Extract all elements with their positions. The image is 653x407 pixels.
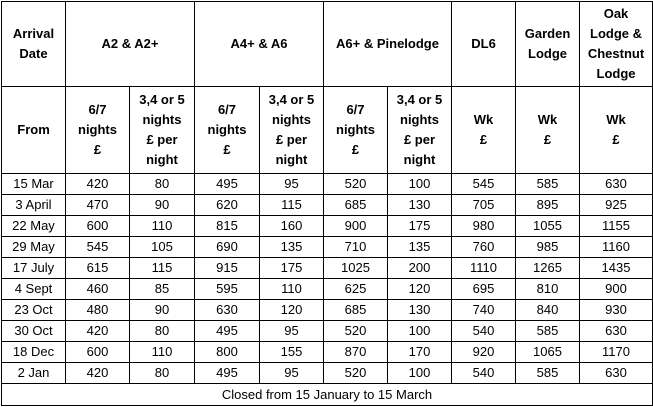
- cell-date: 29 May: [2, 237, 66, 258]
- cell-a6-short: 100: [388, 174, 452, 195]
- cell-dl6: 705: [452, 195, 516, 216]
- cell-date: 30 Oct: [2, 321, 66, 342]
- cell-garden: 840: [516, 300, 580, 321]
- closed-notice: Closed from 15 January to 15 March: [2, 384, 653, 406]
- cell-a2-week: 545: [66, 237, 130, 258]
- cell-a6-short: 200: [388, 258, 452, 279]
- cell-a4-week: 495: [195, 363, 260, 384]
- cell-a2-short: 80: [130, 174, 195, 195]
- cell-date: 15 Mar: [2, 174, 66, 195]
- header-garden-lodge: Garden Lodge: [516, 2, 580, 87]
- header-a4-week: 6/7 nights £: [195, 87, 260, 174]
- cell-a2-short: 80: [130, 321, 195, 342]
- cell-a6-week: 685: [324, 195, 388, 216]
- cell-a6-week: 520: [324, 174, 388, 195]
- cell-garden: 895: [516, 195, 580, 216]
- cell-a4-short: 160: [260, 216, 324, 237]
- cell-oak: 1435: [580, 258, 653, 279]
- table-row: [2, 342, 653, 363]
- cell-a2-short: 80: [130, 363, 195, 384]
- cell-a4-short: 110: [260, 279, 324, 300]
- header-from: From: [2, 87, 66, 174]
- header-a4: A4+ & A6: [195, 2, 324, 87]
- header-a2-short: 3,4 or 5 nights £ per night: [130, 87, 195, 174]
- cell-garden: 1265: [516, 258, 580, 279]
- table-row: [2, 258, 653, 279]
- cell-a4-short: 115: [260, 195, 324, 216]
- header-dl6: DL6: [452, 2, 516, 87]
- cell-a6-week: 870: [324, 342, 388, 363]
- cell-a2-week: 460: [66, 279, 130, 300]
- cell-a2-short: 110: [130, 216, 195, 237]
- header-a6-pinelodge: A6+ & Pinelodge: [324, 2, 452, 87]
- cell-a6-week: 1025: [324, 258, 388, 279]
- cell-dl6: 1110: [452, 258, 516, 279]
- table-row: [2, 321, 653, 342]
- cell-a4-short: 155: [260, 342, 324, 363]
- cell-oak: 1160: [580, 237, 653, 258]
- price-table: [1, 1, 653, 406]
- table-row: [2, 237, 653, 258]
- cell-a2-short: 90: [130, 300, 195, 321]
- header-oak-chestnut-lodge: Oak Lodge & Chestnut Lodge: [580, 2, 653, 87]
- cell-a4-short: 120: [260, 300, 324, 321]
- cell-a2-week: 600: [66, 342, 130, 363]
- cell-date: 17 July: [2, 258, 66, 279]
- cell-a6-short: 130: [388, 195, 452, 216]
- header-a2: A2 & A2+: [66, 2, 195, 87]
- cell-a2-short: 115: [130, 258, 195, 279]
- cell-a4-short: 95: [260, 363, 324, 384]
- cell-garden: 585: [516, 363, 580, 384]
- cell-dl6: 540: [452, 363, 516, 384]
- table-row: [2, 279, 653, 300]
- cell-dl6: 540: [452, 321, 516, 342]
- cell-dl6: 980: [452, 216, 516, 237]
- cell-dl6: 545: [452, 174, 516, 195]
- cell-a2-week: 420: [66, 363, 130, 384]
- cell-oak: 925: [580, 195, 653, 216]
- header-a6-short: 3,4 or 5 nights £ per night: [388, 87, 452, 174]
- cell-a2-short: 110: [130, 342, 195, 363]
- cell-dl6: 740: [452, 300, 516, 321]
- header-a6-week: 6/7 nights £: [324, 87, 388, 174]
- cell-a4-short: 135: [260, 237, 324, 258]
- cell-oak: 1170: [580, 342, 653, 363]
- cell-a4-week: 620: [195, 195, 260, 216]
- cell-a4-week: 495: [195, 321, 260, 342]
- cell-date: 18 Dec: [2, 342, 66, 363]
- cell-a6-week: 625: [324, 279, 388, 300]
- cell-a2-short: 90: [130, 195, 195, 216]
- cell-a4-short: 95: [260, 174, 324, 195]
- cell-a2-week: 420: [66, 174, 130, 195]
- cell-oak: 630: [580, 321, 653, 342]
- cell-garden: 585: [516, 321, 580, 342]
- table-row: [2, 174, 653, 195]
- price-table-body: [2, 2, 653, 406]
- cell-date: 3 April: [2, 195, 66, 216]
- table-row: [2, 300, 653, 321]
- cell-a4-week: 495: [195, 174, 260, 195]
- cell-garden: 585: [516, 174, 580, 195]
- cell-date: 22 May: [2, 216, 66, 237]
- cell-a6-week: 710: [324, 237, 388, 258]
- cell-a6-short: 135: [388, 237, 452, 258]
- cell-date: 2 Jan: [2, 363, 66, 384]
- footer-row: [2, 384, 653, 406]
- cell-a2-week: 480: [66, 300, 130, 321]
- cell-a4-week: 815: [195, 216, 260, 237]
- cell-a4-week: 690: [195, 237, 260, 258]
- header-garden-week: Wk £: [516, 87, 580, 174]
- cell-a6-short: 170: [388, 342, 452, 363]
- header-row-sub: [2, 87, 653, 174]
- header-a4-short: 3,4 or 5 nights £ per night: [260, 87, 324, 174]
- cell-a4-week: 595: [195, 279, 260, 300]
- cell-oak: 900: [580, 279, 653, 300]
- cell-a4-short: 95: [260, 321, 324, 342]
- cell-oak: 630: [580, 174, 653, 195]
- header-row-top: [2, 2, 653, 87]
- table-row: [2, 216, 653, 237]
- cell-a6-week: 900: [324, 216, 388, 237]
- cell-garden: 1055: [516, 216, 580, 237]
- table-row: [2, 363, 653, 384]
- cell-oak: 1155: [580, 216, 653, 237]
- cell-a2-week: 600: [66, 216, 130, 237]
- header-arrival-date: Arrival Date: [2, 2, 66, 87]
- cell-a4-week: 630: [195, 300, 260, 321]
- cell-a4-short: 175: [260, 258, 324, 279]
- cell-oak: 930: [580, 300, 653, 321]
- cell-a6-short: 175: [388, 216, 452, 237]
- cell-date: 4 Sept: [2, 279, 66, 300]
- cell-a2-week: 615: [66, 258, 130, 279]
- cell-dl6: 760: [452, 237, 516, 258]
- cell-a4-week: 915: [195, 258, 260, 279]
- cell-garden: 1065: [516, 342, 580, 363]
- cell-a2-week: 420: [66, 321, 130, 342]
- cell-date: 23 Oct: [2, 300, 66, 321]
- cell-oak: 630: [580, 363, 653, 384]
- cell-garden: 985: [516, 237, 580, 258]
- cell-a2-short: 85: [130, 279, 195, 300]
- cell-a6-week: 520: [324, 321, 388, 342]
- cell-a6-short: 120: [388, 279, 452, 300]
- cell-a6-short: 130: [388, 300, 452, 321]
- cell-dl6: 920: [452, 342, 516, 363]
- header-dl6-week: Wk £: [452, 87, 516, 174]
- cell-a2-week: 470: [66, 195, 130, 216]
- table-row: [2, 195, 653, 216]
- header-oak-week: Wk £: [580, 87, 653, 174]
- cell-a4-week: 800: [195, 342, 260, 363]
- cell-a6-week: 685: [324, 300, 388, 321]
- header-a2-week: 6/7 nights £: [66, 87, 130, 174]
- cell-dl6: 695: [452, 279, 516, 300]
- cell-a6-short: 100: [388, 363, 452, 384]
- cell-a6-short: 100: [388, 321, 452, 342]
- cell-a6-week: 520: [324, 363, 388, 384]
- cell-garden: 810: [516, 279, 580, 300]
- cell-a2-short: 105: [130, 237, 195, 258]
